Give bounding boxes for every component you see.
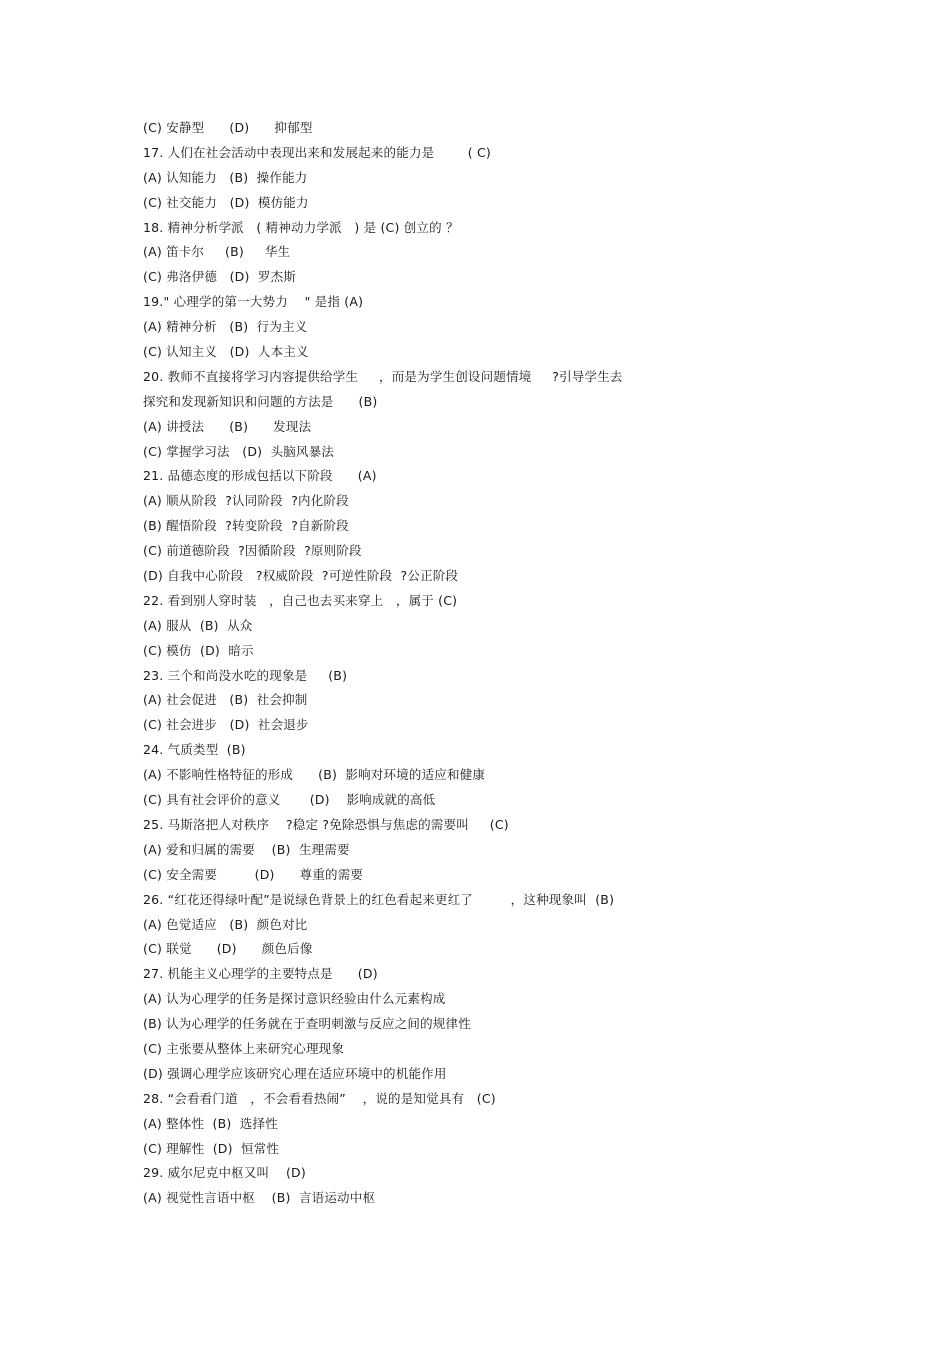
- text-line: (A) 整体性 (B) 选择性: [143, 1115, 278, 1131]
- text-line: (A) 认为心理学的任务是探讨意识经验由什么元素构成: [143, 991, 446, 1007]
- text-line: 18. 精神分析学派 ( 精神动力学派 ) 是 (C) 创立的 ？: [143, 219, 459, 235]
- text-line: (C) 前道德阶段 ?因循阶段 ?原则阶段: [143, 543, 362, 559]
- text-line: (A) 顺从阶段 ?认同阶段 ?内化阶段: [143, 493, 349, 509]
- text-line: 17. 人们在社会活动中表现出来和发展起来的能力是 ( C): [143, 144, 491, 160]
- text-line: 29. 威尔尼克中枢又叫 (D): [143, 1165, 306, 1181]
- text-body: [143, 116, 903, 1211]
- text-line: (A) 笛卡尔 (B) 华生: [143, 244, 291, 260]
- text-line: 21. 品德态度的形成包括以下阶段 (A): [143, 468, 377, 484]
- text-line: (C) 理解性 (D) 恒常性: [143, 1140, 280, 1156]
- text-line: 23. 三个和尚没水吃的现象是 (B): [143, 667, 348, 683]
- text-line: (A) 社会促进 (B) 社会抑制: [143, 692, 308, 708]
- text-line: (C) 掌握学习法 (D) 头脑风暴法: [143, 443, 335, 459]
- text-line: 20. 教师不直接将学习内容提供给学生 ，而是为学生创设问题情境 ?引导学生去: [143, 368, 623, 384]
- text-line: (A) 精神分析 (B) 行为主义: [143, 319, 308, 335]
- text-line: (A) 色觉适应 (B) 颜色对比: [143, 916, 308, 932]
- text-line: 19." 心理学的第一大势力 " 是指 (A): [143, 294, 364, 310]
- text-line: (D) 强调心理学应该研究心理在适应环境中的机能作用: [143, 1065, 447, 1081]
- text-line: 探究和发现新知识和问题的方法是 (B): [143, 393, 378, 409]
- text-line: (A) 讲授法 (B) 发现法: [143, 418, 312, 434]
- text-line: (D) 自我中心阶段 ?权威阶段 ?可逆性阶段 ?公正阶段: [143, 568, 459, 584]
- text-line: (B) 认为心理学的任务就在于查明刺激与反应之间的规律性: [143, 1016, 471, 1032]
- text-line: (C) 模仿 (D) 暗示: [143, 642, 254, 658]
- text-line: (C) 主张要从整体上来研究心理现象: [143, 1040, 345, 1056]
- text-line: (A) 认知能力 (B) 操作能力: [143, 169, 308, 185]
- text-line: (C) 弗洛伊德 (D) 罗杰斯: [143, 269, 297, 285]
- text-line: (A) 视觉性言语中枢 (B) 言语运动中枢: [143, 1190, 376, 1206]
- text-line: (A) 服从 (B) 从众: [143, 617, 253, 633]
- text-line: 25. 马斯洛把人对秩序 ?稳定 ?免除恐惧与焦虑的需要叫 (C): [143, 816, 509, 832]
- text-line: 28. “会看看门道 ，不会看看热闹” ，说的是知觉具有 (C): [143, 1090, 496, 1106]
- text-line: (C) 社会进步 (D) 社会退步: [143, 717, 309, 733]
- text-line: (C) 社交能力 (D) 模仿能力: [143, 194, 309, 210]
- text-line: (C) 联觉 (D) 颜色后像: [143, 941, 313, 957]
- text-line: (A) 爱和归属的需要 (B) 生理需要: [143, 841, 350, 857]
- text-line: (C) 安静型 (D) 抑郁型: [143, 120, 313, 135]
- text-line: (B) 醒悟阶段 ?转变阶段 ?自新阶段: [143, 518, 349, 534]
- text-line: (C) 认知主义 (D) 人本主义: [143, 344, 309, 360]
- text-line: 22. 看到别人穿时装 ，自己也去买来穿上 ，属于 (C): [143, 592, 458, 608]
- text-line: 27. 机能主义心理学的主要特点是 (D): [143, 966, 378, 982]
- text-line: (A) 不影响性格特征的形成 (B) 影响对环境的适应和健康: [143, 767, 486, 783]
- text-line: (C) 安全需要 (D) 尊重的需要: [143, 866, 364, 882]
- text-line: 26. “红花还得绿叶配”是说绿色背景上的红色看起来更红了 ，这种现象叫 (B): [143, 891, 615, 907]
- text-line: (C) 具有社会评价的意义 (D) 影响成就的高低: [143, 792, 436, 808]
- text-line: 24. 气质类型 (B): [143, 742, 246, 758]
